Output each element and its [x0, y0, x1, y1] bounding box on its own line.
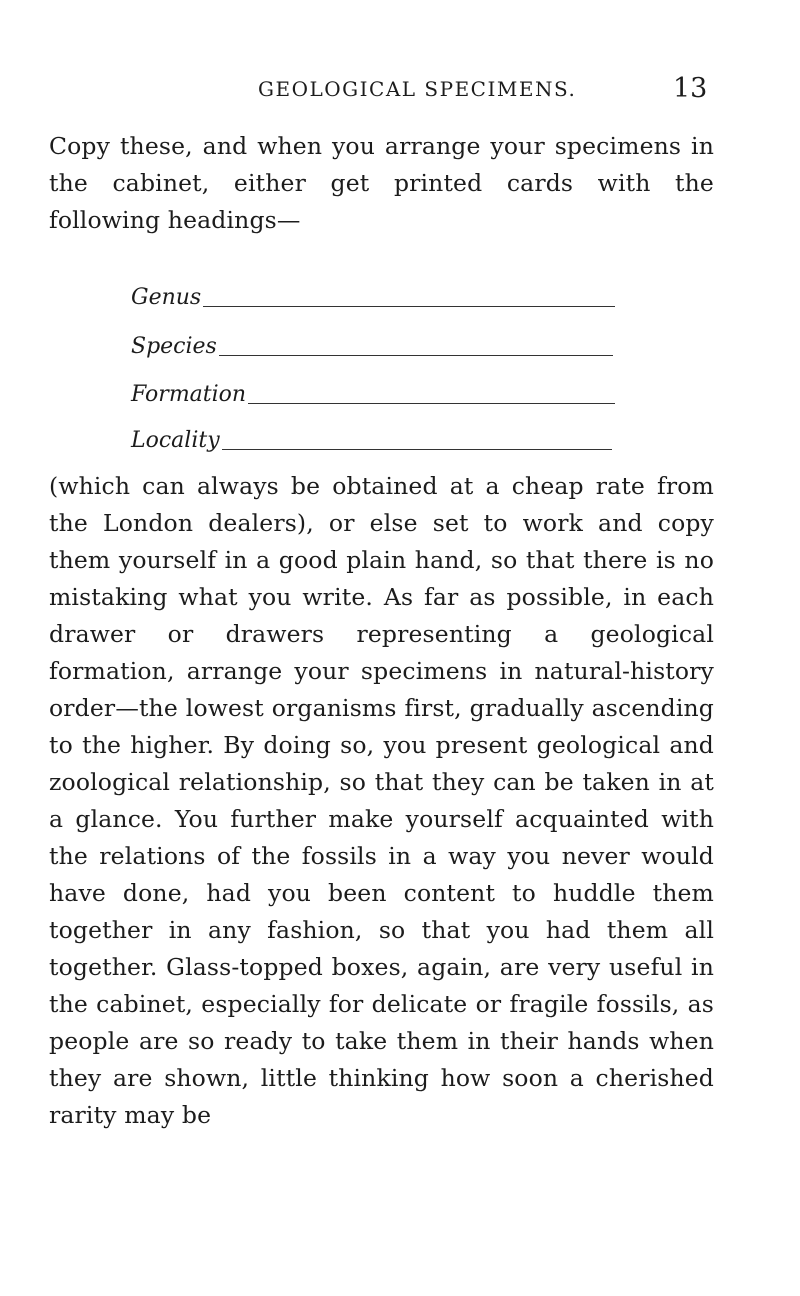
- field-genus: [131, 274, 615, 310]
- field-label-species: Species: [131, 334, 217, 359]
- field-formation: [131, 371, 615, 407]
- field-label-formation: Formation: [131, 382, 247, 407]
- body-paragraph: (which can always be obtained at a cheap rate from the London dealers), or else set to work and copy them yourself in a good plain hand, so that there is no mistaking what you write. As far as possible, in each drawer or drawers representing a geological formation, arrange your specimens in natural-history order—the lowest organisms first, gradually ascending to the higher. By doing so, you present geological and zoological relationship, so that they can be taken in at a glance. You further make yourself acquainted with the relations of the fossils in a way you never would have done, had you been content to huddle them together in any fashion, so that you had them all together. Glass-topped boxes, again, are very useful in the cabinet, especially for delicate or fragile fossils, as people are so ready to take them in their hands when they are shown, little thinking how soon a cherished rarity may be: [49, 472, 714, 1129]
- field-line-species: [219, 355, 613, 356]
- page-header: [0, 73, 800, 107]
- field-line-genus: [203, 306, 615, 307]
- field-label-genus: Genus: [131, 285, 202, 310]
- field-locality: [131, 417, 612, 453]
- page-number: 13: [673, 73, 708, 104]
- running-title: GEOLOGICAL SPECIMENS.: [258, 77, 577, 101]
- field-line-formation: [248, 403, 615, 404]
- field-species: [131, 323, 613, 359]
- intro-paragraph: Copy these, and when you arrange your specimens in the cabinet, either get printed cards with the following headings—: [49, 132, 714, 234]
- field-label-locality: Locality: [131, 428, 220, 453]
- field-line-locality: [222, 449, 612, 450]
